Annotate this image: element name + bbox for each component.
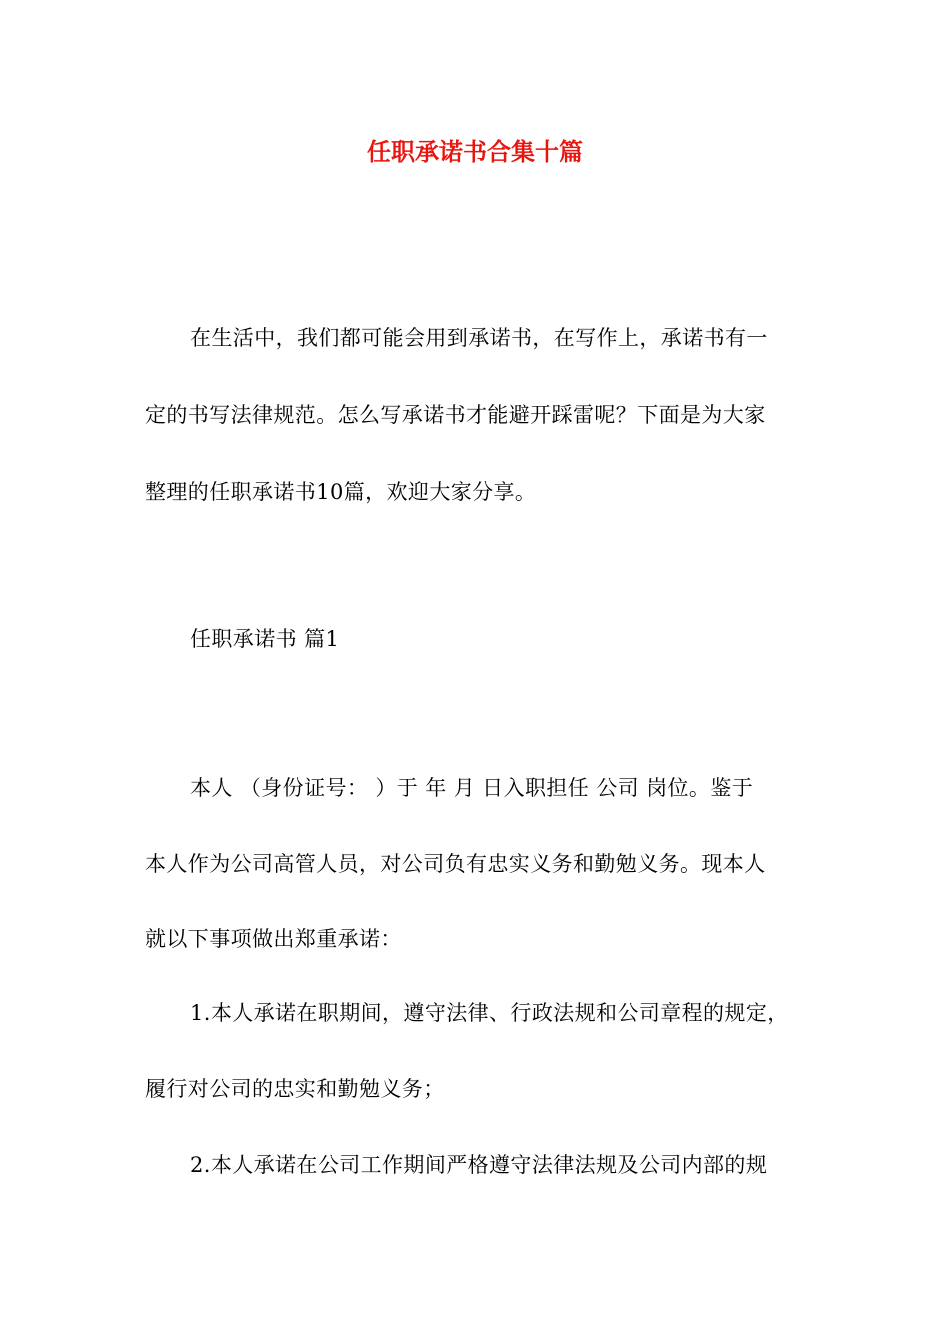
intro-line-1: 在生活中，我们都可能会用到承诺书，在写作上，承诺书有一 xyxy=(190,326,768,350)
body-line-5: 履行对公司的忠实和勤勉义务； xyxy=(145,1077,445,1101)
body-line-1: 本人 （身份证号： ）于 年 月 日入职担任 公司 岗位。鉴于 xyxy=(190,776,754,800)
intro-line-3: 整理的任职承诺书10篇，欢迎大家分享。 xyxy=(145,480,537,504)
document-title: 任职承诺书合集十篇 xyxy=(367,137,583,166)
body-line-2: 本人作为公司高管人员，对公司负有忠实义务和勤勉义务。现本人 xyxy=(145,852,766,876)
body-line-6: 2.本人承诺在公司工作期间严格遵守法律法规及公司内部的规 xyxy=(190,1153,768,1177)
intro-line-2: 定的书写法律规范。怎么写承诺书才能避开踩雷呢？下面是为大家 xyxy=(145,403,766,427)
section-heading: 任职承诺书 篇1 xyxy=(190,627,340,651)
body-line-4: 1.本人承诺在职期间，遵守法律、行政法规和公司章程的规定， xyxy=(190,1001,789,1025)
body-line-3: 就以下事项做出郑重承诺： xyxy=(145,927,402,951)
